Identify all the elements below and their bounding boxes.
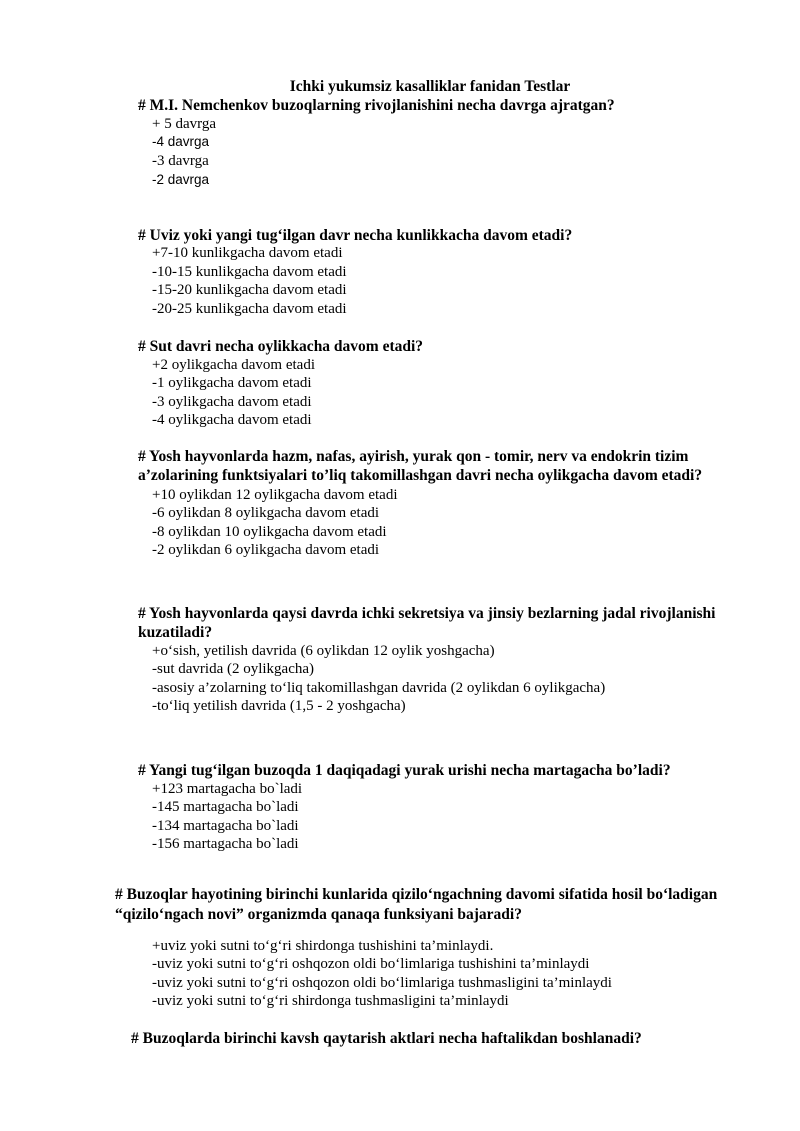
answer-option: -asosiy a’zolarning to‘liq takomillashgan davrida (2 oylikdan 6 oylikgacha)	[152, 680, 606, 696]
question-4-line-1: # Yosh hayvonlarda hazm, nafas, ayirish, yurak qon - tomir, nerv va endokrin tizim	[138, 448, 689, 465]
answer-option: -3 oylikgacha davom etadi	[152, 394, 312, 410]
answer-option: -156 martagacha bo`ladi	[152, 836, 299, 852]
answer-option: -uviz yoki sutni to‘g‘ri oshqozon oldi bo‘limlariga tushishini ta’minlaydi	[152, 956, 590, 972]
answer-option: -15-20 kunlikgacha davom etadi	[152, 282, 347, 298]
question-6: # Yangi tug‘ilgan buzoqda 1 daqiqadagi yurak urishi necha martagacha bo’ladi?	[138, 762, 671, 779]
question-7-line-1: # Buzoqlar hayotining birinchi kunlarida qizilo‘ngachning davomi sifatida hosil bo‘ladigan	[115, 886, 718, 903]
answer-option: +10 oylikdan 12 oylikgacha davom etadi	[152, 487, 398, 503]
answer-option: -uviz yoki sutni to‘g‘ri oshqozon oldi bo‘limlariga tushmasligini ta’minlaydi	[152, 975, 612, 991]
question-5-line-2: kuzatiladi?	[138, 624, 213, 641]
answer-option: -134 martagacha bo`ladi	[152, 818, 299, 834]
document-title: Ichki yukumsiz kasalliklar fanidan Testlar	[289, 78, 571, 95]
answer-option: +o‘sish, yetilish davrida (6 oylikdan 12 oylik yoshgacha)	[152, 643, 495, 659]
question-8: # Buzoqlarda birinchi kavsh qaytarish aktlari necha haftalikdan boshlanadi?	[131, 1030, 642, 1047]
answer-option: +123 martagacha bo`ladi	[152, 781, 303, 797]
answer-option: -10-15 kunlikgacha davom etadi	[152, 264, 347, 280]
question-3: # Sut davri necha oylikkacha davom etadi?	[138, 338, 424, 355]
answer-option: -3 davrga	[152, 153, 209, 169]
answer-option: +uviz yoki sutni to‘g‘ri shirdonga tushishini ta’minlaydi.	[152, 938, 494, 954]
question-2: # Uviz yoki yangi tug‘ilgan davr necha kunlikkacha davom etadi?	[138, 227, 573, 244]
answer-option: -uviz yoki sutni to‘g‘ri shirdonga tushmasligini ta’minlaydi	[152, 993, 509, 1009]
question-4-line-2: a’zolarining funktsiyalari to’liq takomillashgan davri necha oylikgacha davom etadi?	[138, 467, 703, 484]
answer-option: +7-10 kunlikgacha davom etadi	[152, 245, 343, 261]
answer-option: -20-25 kunlikgacha davom etadi	[152, 301, 347, 317]
question-5-line-1: # Yosh hayvonlarda qaysi davrda ichki sekretsiya va jinsiy bezlarning jadal rivojlanishi	[138, 605, 716, 622]
answer-option: -1 oylikgacha davom etadi	[152, 375, 312, 391]
question-7-line-2: “qizilo‘ngach novi” organizmda qanaqa funksiyani bajaradi?	[115, 906, 522, 923]
answer-option: -2 davrga	[152, 172, 210, 187]
question-1: # M.I. Nemchenkov buzoqlarning rivojlanishini necha davrga ajratgan?	[138, 97, 615, 114]
answer-option: +2 oylikgacha davom etadi	[152, 357, 315, 373]
answer-option: -sut davrida (2 oylikgacha)	[152, 661, 315, 677]
answer-option: -to‘liq yetilish davrida (1,5 - 2 yoshgacha)	[152, 698, 406, 714]
answer-option: -6 oylikdan 8 oylikgacha davom etadi	[152, 505, 380, 521]
answer-option: -2 oylikdan 6 oylikgacha davom etadi	[152, 542, 380, 558]
answer-option: -8 oylikdan 10 oylikgacha davom etadi	[152, 524, 387, 540]
answer-option: -4 davrga	[152, 134, 210, 149]
answer-option: -145 martagacha bo`ladi	[152, 799, 299, 815]
answer-option: -4 oylikgacha davom etadi	[152, 412, 312, 428]
answer-option: + 5 davrga	[152, 116, 216, 132]
